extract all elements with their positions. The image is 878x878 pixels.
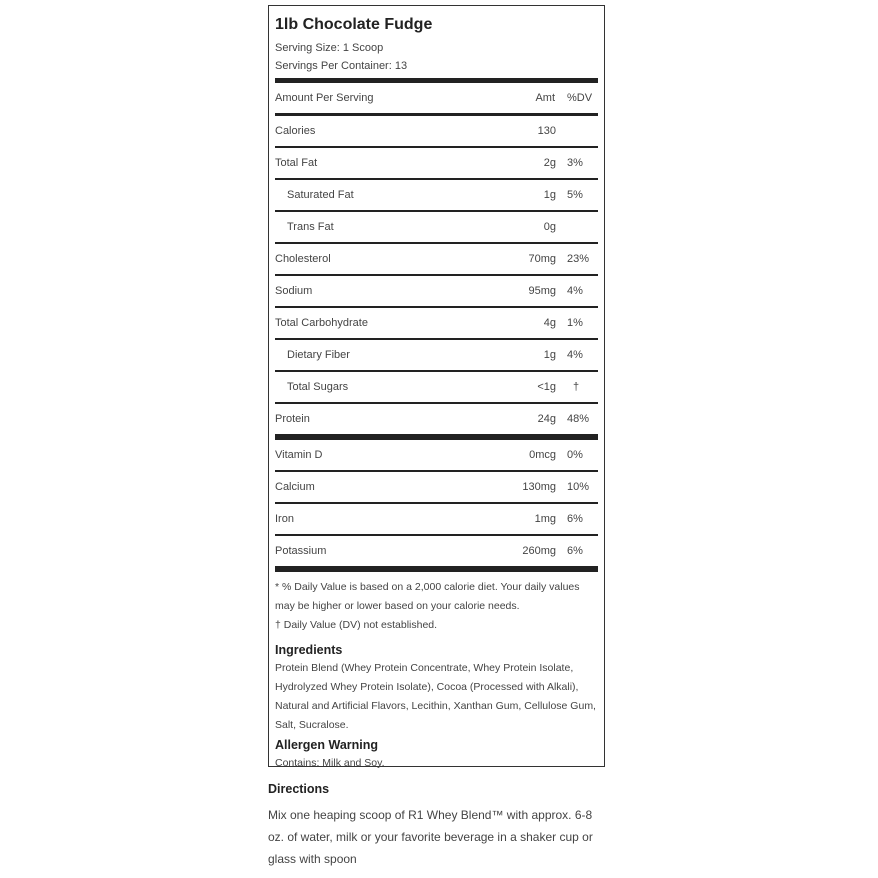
product-title: 1lb Chocolate Fudge xyxy=(275,16,433,33)
vitamin-name: Iron xyxy=(275,513,294,525)
header-amount-per-serving: Amount Per Serving xyxy=(275,92,374,104)
allergen-text: Contains: Milk and Soy. xyxy=(275,757,385,769)
ingredients-text: Protein Blend (Whey Protein Concentrate, Whey Protein Isolate, Hydrolyzed Whey Protein Isolate), Cocoa (Processed with Alkali), Natural and Artificial Flavors, Lecithin, Xanthan Gum, Cellulose Gum, Salt, Sucralose. xyxy=(275,662,596,731)
nutrient-amount: 1g xyxy=(543,189,556,201)
vitamin-amount: 0mcg xyxy=(529,449,556,461)
vitamin-dv: 10% xyxy=(567,481,590,493)
table-header xyxy=(275,83,598,113)
nutrient-dv: 5% xyxy=(567,189,583,201)
nutrient-amount: <1g xyxy=(537,381,556,393)
nutrient-name: Total Carbohydrate xyxy=(275,317,368,329)
footnote-daily-value: * % Daily Value is based on a 2,000 calorie diet. Your daily values may be higher or lower based on your calorie needs. xyxy=(275,581,580,612)
vitamin-amount: 1mg xyxy=(534,513,556,525)
directions-section xyxy=(268,780,608,870)
nutrient-dv: 48% xyxy=(567,413,590,425)
table-row xyxy=(275,148,598,178)
nutrient-dv: † xyxy=(573,381,580,393)
nutrient-amount: 24g xyxy=(537,413,556,425)
vitamin-dv: 0% xyxy=(567,449,583,461)
nutrient-name: Total Sugars xyxy=(287,381,349,393)
vitamin-dv: 6% xyxy=(567,545,583,557)
nutrient-name: Trans Fat xyxy=(287,221,334,233)
nutrient-dv: 4% xyxy=(567,349,583,361)
table-row xyxy=(275,372,598,402)
nutrient-dv: 4% xyxy=(567,285,583,297)
servings-per-container: Servings Per Container: 13 xyxy=(275,60,408,72)
nutrient-name: Sodium xyxy=(275,285,313,297)
nutrient-dv: 23% xyxy=(567,253,590,265)
nutrient-name: Dietary Fiber xyxy=(287,349,350,361)
directions-title: Directions xyxy=(268,782,330,796)
nutrition-facts-label xyxy=(268,5,605,767)
nutrient-dv: 3% xyxy=(567,157,583,169)
nutrient-amount: 1g xyxy=(543,349,556,361)
directions-text: Mix one heaping scoop of R1 Whey Blend™ with approx. 6-8 oz. of water, milk or your favorite beverage in a shaker cup or glass with spoon xyxy=(268,808,593,866)
nutrient-amount: 2g xyxy=(543,157,556,169)
vitamin-dv: 6% xyxy=(567,513,583,525)
table-row xyxy=(275,244,598,274)
ingredients-title: Ingredients xyxy=(275,643,343,657)
nutrient-amount: 4g xyxy=(543,317,556,329)
table-row xyxy=(275,472,598,502)
nutrient-amount: 130 xyxy=(537,125,556,137)
table-row xyxy=(275,180,598,210)
table-row xyxy=(275,116,598,146)
footnotes xyxy=(275,578,598,635)
vitamin-amount: 260mg xyxy=(522,545,556,557)
vitamin-name: Potassium xyxy=(275,545,327,557)
nutrient-name: Calories xyxy=(275,125,316,137)
nutrient-amount: 0g xyxy=(543,221,556,233)
table-row xyxy=(275,308,598,338)
nutrient-name: Total Fat xyxy=(275,157,318,169)
footnote-dagger: † Daily Value (DV) not established. xyxy=(275,619,438,631)
table-row xyxy=(275,404,598,434)
nutrient-dv: 1% xyxy=(567,317,583,329)
allergen-title: Allergen Warning xyxy=(275,738,379,752)
table-row xyxy=(275,504,598,534)
divider-thick xyxy=(275,566,598,572)
header-amt: Amt xyxy=(535,92,555,104)
nutrient-name: Saturated Fat xyxy=(287,189,354,201)
serving-size: Serving Size: 1 Scoop xyxy=(275,42,384,54)
nutrient-amount: 95mg xyxy=(528,285,556,297)
vitamin-name: Calcium xyxy=(275,481,315,493)
vitamin-name: Vitamin D xyxy=(275,449,323,461)
table-row xyxy=(275,536,598,566)
header-dv: %DV xyxy=(567,92,593,104)
vitamin-amount: 130mg xyxy=(522,481,556,493)
table-row xyxy=(275,340,598,370)
nutrient-amount: 70mg xyxy=(528,253,556,265)
nutrient-name: Protein xyxy=(275,413,310,425)
table-row xyxy=(275,440,598,470)
table-row xyxy=(275,276,598,306)
table-row xyxy=(275,212,598,242)
nutrient-name: Cholesterol xyxy=(275,253,331,265)
